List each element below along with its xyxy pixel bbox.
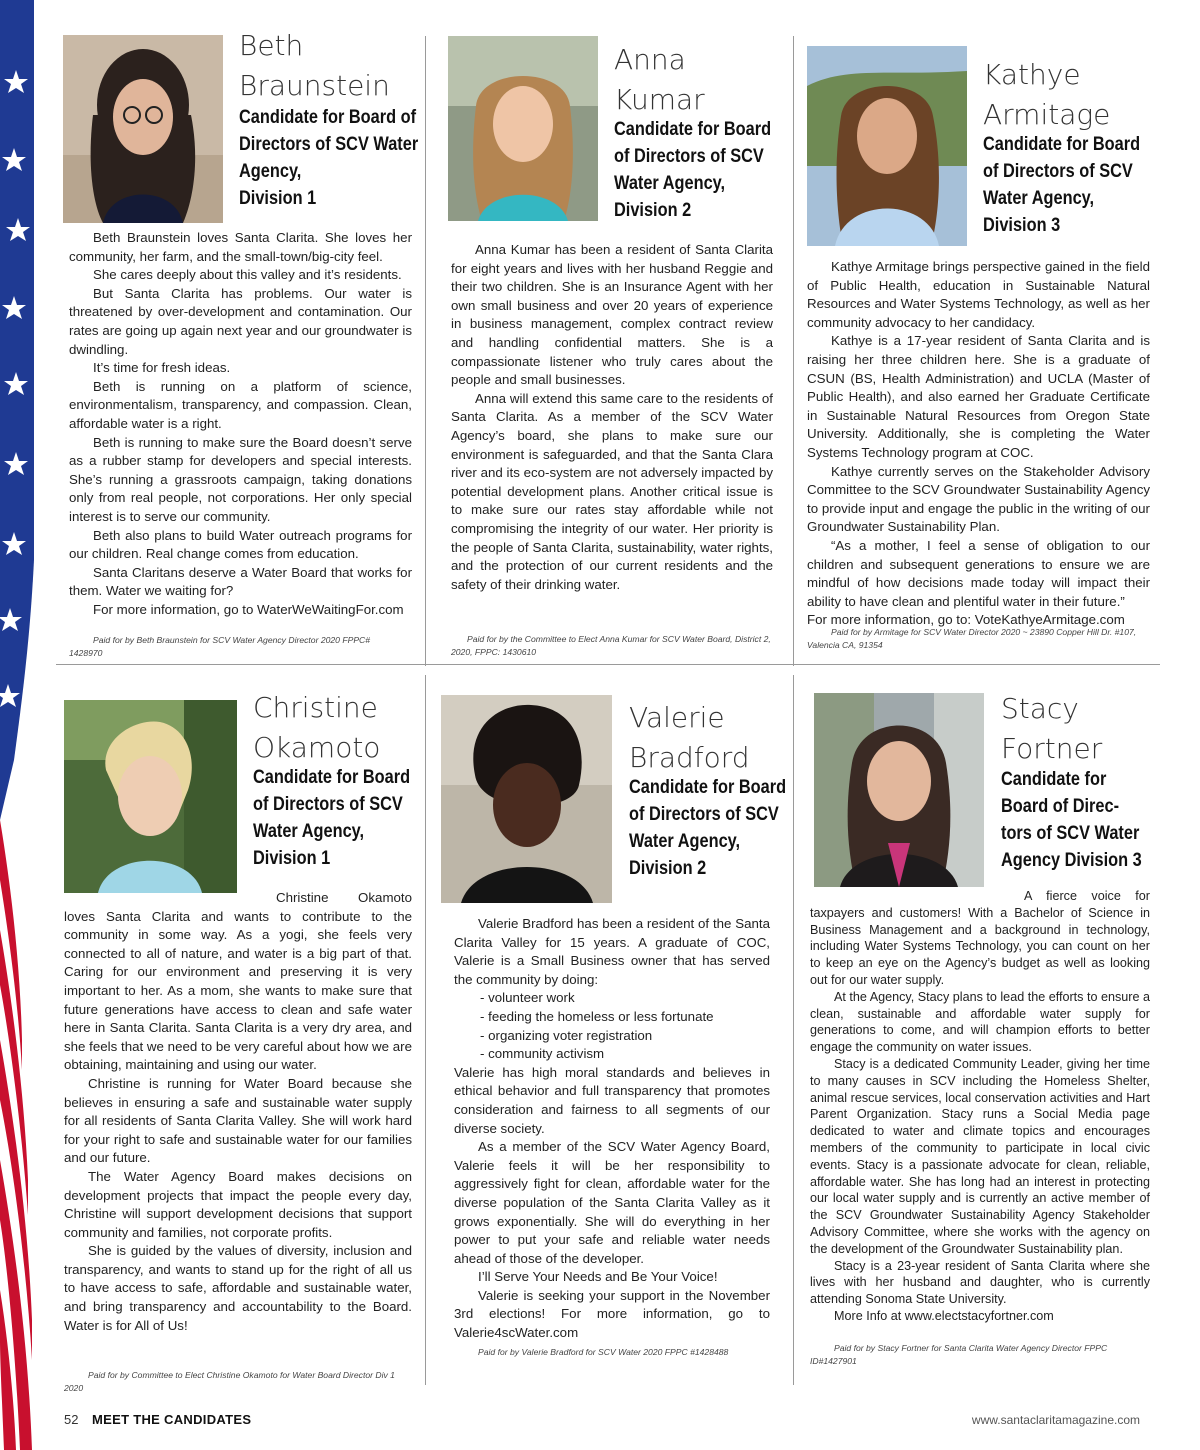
title-line: of Directors of SCV bbox=[629, 804, 779, 825]
list-item: - organizing voter registration bbox=[480, 1027, 653, 1043]
name-line: Stacy bbox=[1001, 692, 1079, 725]
title-line: Candidate for Board bbox=[253, 767, 411, 788]
bio-paragraph: Christine Okamoto loves Santa Clarita and wants to contribute to the community in some way. As a yogi, she feels very connected to all of nature, and water is a big part of that. Caring for our environment and preserving it is very important to her. As a mom, she wants to make sure that future generations have access to clean and safe water here in Santa Clarita. Santa Clarita is a very dry area, and she feels that we need to be very careful about how we are obtaining, maintaining and using our water. bbox=[64, 890, 412, 1073]
title-line: Division 3 bbox=[983, 215, 1061, 236]
bio-paragraph: Valerie has high moral standards and believes in ethical behavior and full transparency that promotes consideration and fairness to all segments of our diverse society. bbox=[454, 1064, 770, 1136]
name-line: Anna bbox=[614, 43, 686, 76]
bio-paragraph: But Santa Clarita has problems. Our water is threatened by over-development and contamination. Our rates are going up again next year and our groundwater is dwindling. bbox=[69, 285, 412, 357]
bio-paragraph: Beth is running on a platform of science, environmentalism, transparency, and compassion. Clean, affordable water is a right. bbox=[69, 378, 412, 431]
name-line: Braunstein bbox=[239, 69, 390, 102]
candidate-title-christine bbox=[253, 764, 410, 872]
candidate-name-anna bbox=[614, 40, 705, 120]
name-line: Beth bbox=[239, 29, 304, 62]
title-line: of Directors of SCV bbox=[614, 146, 764, 167]
page-number: 52 bbox=[64, 1412, 79, 1427]
title-line: Candidate for bbox=[1001, 769, 1107, 790]
title-line: Water Agency, bbox=[983, 188, 1095, 209]
bio-paragraph: Beth Braunstein loves Santa Clarita. She loves her community, her farm, and the small-town/big-city feel. bbox=[69, 230, 412, 264]
name-line: Armitage bbox=[983, 98, 1111, 131]
candidate-photo-kathye bbox=[807, 46, 967, 246]
bio-paragraph: Anna Kumar has been a resident of Santa Clarita for eight years and lives with her husband Reggie and their two children. She is an Insurance Agent with her own small business and over 20 years of experience in business management, complex contract review and handling confidential matters. She is a compassionate listener who truly cares about the people and small businesses. bbox=[451, 242, 773, 388]
bio-paragraph: As a member of the SCV Water Agency Board, Valerie feels it will be her responsibility to aggressively fight for clean, affordable water for the diverse population of the Santa Clarita Valley as it grows exponentially. She will do everything in her power to put your safe and reliable water needs ahead of those of the developer. bbox=[454, 1139, 770, 1266]
candidate-title-stacy bbox=[1001, 766, 1142, 874]
magazine-url: www.santaclaritamagazine.com bbox=[971, 1413, 1140, 1427]
title-line: Directors of SCV Water bbox=[239, 134, 419, 155]
title-line: of Directors of SCV bbox=[253, 794, 403, 815]
bio-paragraph: For more information, go to: VoteKathyeArmitage.com bbox=[807, 612, 1125, 628]
american-flag-icon bbox=[0, 0, 48, 1450]
name-line: Okamoto bbox=[253, 731, 381, 764]
bio-paragraph: Anna will extend this same care to the residents of Santa Clarita. As a member of the SCV Water Agency’s board, she plans to make sure our environment is safeguarded, and that the Santa Clara river and its eco-system are not adversely impacted by potential development plans. Another critical issue is to make sure our rates stay affordable while not compromising the integrity of our water. Her priority is the people of Santa Clarita, sustainability, water rights, and the protection of our current residents and the safety of their drinking water. bbox=[451, 390, 773, 592]
section-title: MEET THE CANDIDATES bbox=[92, 1412, 252, 1427]
candidate-photo-stacy bbox=[814, 693, 984, 887]
list-item: - volunteer work bbox=[480, 990, 575, 1006]
candidate-bio-kathye bbox=[807, 258, 1150, 630]
name-line: Christine bbox=[253, 691, 378, 724]
title-line: tors of SCV Water bbox=[1001, 823, 1140, 844]
title-line: Candidate for Board bbox=[614, 119, 772, 140]
bio-paragraph: The Water Agency Board makes decisions on development projects that impact the people every day, Christine will support development decisions that support community and families, not corporate profits. bbox=[64, 1168, 412, 1240]
candidate-name-kathye bbox=[983, 55, 1110, 135]
candidate-name-christine bbox=[253, 688, 380, 768]
candidate-name-stacy bbox=[1001, 689, 1102, 769]
paid-for-disclaimer-kathye: Paid for by Armitage for SCV Water Director 2020 ~ 23890 Copper Hill Dr. #107, Valencia CA, 91354 bbox=[807, 627, 1137, 650]
title-line: of Directors of SCV bbox=[983, 161, 1133, 182]
candidate-title-beth bbox=[239, 104, 418, 212]
candidate-photo-beth bbox=[63, 35, 223, 223]
bio-paragraph: Christine is running for Water Board because she believes in ensuring a safe and sustainable water supply for all residents of Santa Clarita Valley. She will work hard for your right to safe and sustainable water for our families and our future. bbox=[64, 1075, 412, 1166]
bio-paragraph: Stacy is a dedicated Community Leader, giving her time to many causes in SCV including the Homeless Shelter, animal rescue services, local conservation activities and Hart Parent Organization. Stacy runs a Social Media page dedicated to water and climate topics and encourages members of the community to participate in local civic events. Stacy is a passionate advocate for clean, reliable, affordable water. She has long had an interest in protecting our local water supply and is currently an active member of the SCV Groundwater Sustainability Agency Stakeholder Advisory Committee, where she works with the agency on the development of the Groundwater Sustainability plan. bbox=[810, 1056, 1150, 1256]
title-line: Water Agency, bbox=[629, 831, 741, 852]
candidate-photo-anna bbox=[448, 36, 598, 221]
column-divider bbox=[793, 36, 794, 666]
bio-paragraph: She is guided by the values of diversity, inclusion and transparency, and wants to stand up for the right of all us to have access to safe, affordable and sustainable water, and bring transparency and accountability to the Board. Water is for All of Us! bbox=[64, 1243, 412, 1333]
candidate-photo-christine bbox=[64, 700, 237, 893]
bio-paragraph: Kathye currently serves on the Stakeholder Advisory Committee to the SCV Groundwater Sustainability Agency to provide input and engage the public in the writing of our Groundwater Sustainability Plan. bbox=[807, 463, 1150, 535]
candidate-title-valerie bbox=[629, 774, 786, 882]
bio-paragraph: A fierce voice for taxpayers and customers! With a Bachelor of Science in Business Management and a background in technology, including Water Systems Technology, you can count on her to keep an eye on the Agency’s budget as well as looking out for our water supply. bbox=[810, 889, 1150, 987]
candidate-bio-beth bbox=[69, 229, 412, 619]
paid-for-disclaimer-anna: Paid for by the Committee to Elect Anna Kumar for SCV Water Board, District 2, 2020, FPPC: 1430610 bbox=[451, 634, 771, 657]
title-line: Division 2 bbox=[614, 200, 692, 221]
name-line: Valerie bbox=[629, 701, 725, 734]
candidate-title-anna bbox=[614, 116, 771, 224]
bio-paragraph: Stacy is a 23-year resident of Santa Clarita where she lives with her husband and daughter, who is currently attending Sonoma State University. bbox=[810, 1258, 1150, 1307]
name-line: Kathye bbox=[983, 58, 1081, 91]
paid-for-disclaimer-valerie: Paid for by Valerie Bradford for SCV Water 2020 FPPC #1428488 bbox=[478, 1347, 729, 1357]
title-line: Water Agency, bbox=[253, 821, 365, 842]
column-divider bbox=[425, 36, 426, 666]
candidate-name-valerie bbox=[629, 698, 750, 778]
title-line: Candidate for Board bbox=[629, 777, 787, 798]
bio-paragraph: Kathye Armitage brings perspective gained in the field of Public Health, education in Sustainable Natural Resources and Water Systems Technology, as well as her community advocacy to her candidacy. bbox=[807, 259, 1150, 330]
bio-float-spacer bbox=[810, 888, 1024, 904]
candidate-bio-stacy bbox=[810, 888, 1150, 1325]
title-line: Candidate for Board bbox=[983, 134, 1141, 155]
title-line: Agency Division 3 bbox=[1001, 850, 1142, 871]
column-divider bbox=[425, 675, 426, 1385]
bio-paragraph: Valerie is seeking your support in the November 3rd elections! For more information, go to Valerie4scWater.com bbox=[454, 1287, 770, 1341]
bio-paragraph: More Info at www.electstacyfortner.com bbox=[834, 1308, 1054, 1323]
candidate-bio-christine bbox=[64, 889, 412, 1335]
candidate-name-beth bbox=[239, 26, 390, 106]
bio-paragraph: I’ll Serve Your Needs and Be Your Voice! bbox=[478, 1269, 718, 1285]
bio-paragraph: It’s time for fresh ideas. bbox=[93, 360, 231, 376]
bio-paragraph: Beth is running to make sure the Board doesn’t serve as a rubber stamp for developers and special interests. She’s running a grassroots campaign, taking donations only from real people, not corporations. Her only special interest is to serve our community. bbox=[69, 434, 412, 524]
paid-for-disclaimer-christine: Paid for by Committee to Elect Christine Okamoto for Water Board Director Div 1 2020 bbox=[64, 1370, 395, 1393]
title-line: Agency, bbox=[239, 161, 302, 182]
paid-for-disclaimer-stacy: Paid for by Stacy Fortner for Santa Clarita Water Agency Director FPPC ID#1427901 bbox=[810, 1343, 1108, 1366]
title-line: Board of Direc- bbox=[1001, 796, 1120, 817]
bio-paragraph: Santa Claritans deserve a Water Board that works for them. Water we waiting for? bbox=[69, 564, 412, 599]
paid-for-disclaimer-beth: Paid for by Beth Braunstein for SCV Water Agency Director 2020 FPPC# 1428970 bbox=[69, 635, 371, 658]
title-line: Candidate for Board of bbox=[239, 107, 417, 128]
title-line: Division 1 bbox=[239, 188, 317, 209]
title-line: Water Agency, bbox=[614, 173, 726, 194]
bio-paragraph: Valerie Bradford has been a resident of the Santa Clarita Valley for 15 years. A graduate of COC, Valerie is a Small Business owner that has served the community by doing: bbox=[454, 916, 770, 987]
list-item: - feeding the homeless or less fortunate bbox=[480, 1008, 714, 1024]
bio-paragraph: For more information, go to WaterWeWaitingFor.com bbox=[93, 601, 404, 617]
column-divider bbox=[793, 675, 794, 1385]
title-line: Division 1 bbox=[253, 848, 331, 869]
candidate-bio-valerie bbox=[454, 915, 770, 1343]
name-line: Fortner bbox=[1001, 732, 1103, 765]
name-line: Kumar bbox=[614, 83, 705, 116]
bio-paragraph: Beth also plans to build Water outreach programs for our children. Real change comes from education. bbox=[69, 527, 412, 562]
name-line: Bradford bbox=[629, 741, 750, 774]
bio-paragraph: At the Agency, Stacy plans to lead the efforts to ensure a clean, sustainable and affordable water supply for generations to come, and will champion efforts to better engage the community on water issues. bbox=[810, 989, 1150, 1055]
candidate-photo-valerie bbox=[441, 695, 612, 903]
bio-paragraph: She cares deeply about this valley and it’s residents. bbox=[93, 267, 402, 283]
title-line: Division 2 bbox=[629, 858, 707, 879]
bio-float-spacer bbox=[64, 889, 276, 907]
row-divider bbox=[56, 664, 1160, 665]
bio-paragraph: Kathye is a 17-year resident of Santa Clarita and is raising her three children here. She is a graduate of CSUN (BS, Health Administration) and UCLA (Master of Public Health), and also earned her Graduate Certificate in Sustainable Natural Resources from Oregon State University. Additionally, she is completing the Water Systems Technology program at COC. bbox=[807, 333, 1150, 460]
candidate-bio-anna bbox=[451, 241, 773, 594]
candidate-title-kathye bbox=[983, 131, 1140, 239]
bio-paragraph: “As a mother, I feel a sense of obligation to our children and subsequent generations to ensure we are mindful of how decisions made today will impact their ability to have clean and plentiful water in their future.” bbox=[807, 537, 1150, 609]
list-item: - community activism bbox=[480, 1046, 605, 1062]
